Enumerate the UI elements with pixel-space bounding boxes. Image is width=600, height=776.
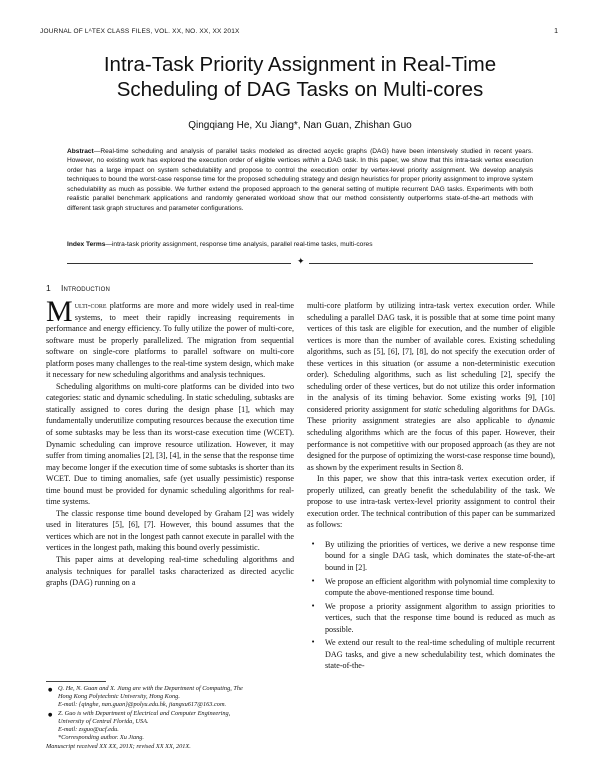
bullet-icon: •: [311, 539, 316, 548]
right-paragraph-2: In this paper, we show that this intra-task vertex execution order, if properly utilized, can greatly benefit the schedulability of the task. We propose to use intra-task vertex-level priority assignment to control their execution order. The technical contribution of this paper can be summarized as follows:: [307, 474, 555, 530]
index-terms: [67, 240, 533, 249]
footnote-bullet-icon: ●: [48, 687, 53, 693]
index-terms-text: —intra-task priority assignment, response time analysis, parallel real-time tasks, multi-cores: [105, 241, 373, 248]
abstract-text-a: —Real-time scheduling and analysis of parallel tasks modeled as directed acyclic graphs (DAG) have been intensively studied in recent years. However, no existing work has explored the execution order of eligible vertices: [67, 148, 533, 165]
divider-line-left: [67, 263, 291, 264]
footnote-2-line-2: University of Central Florida, USA.: [58, 717, 149, 725]
abstract-label: Abstract: [67, 148, 94, 155]
intro-paragraph-4: This paper aims at developing real-time scheduling algorithms and analysis techniques for parallel tasks characterized as directed acyclic graphs (DAG) running on a: [46, 555, 294, 588]
bullet-icon: •: [311, 601, 316, 610]
right-paragraph-1-c: scheduling algorithms which are the focus of this paper. However, their performance is not competitive with our proposed approach (as they are not designed for the purpose of optimizing the worst-case response time bound), as shown by the experiment results in Section 8.: [307, 428, 555, 472]
intro-paragraph-3: The classic response time bound developed by Graham [2] was widely used in literatures [5], [6], [7]. However, this bound assumes that the vertices which are not in the longest path cannot execute in parallel with the vertices in the longest path, making this bound overly pessimistic.: [46, 508, 294, 553]
emph-static: static: [423, 404, 442, 414]
section-title: Introduction: [60, 283, 111, 293]
emph-dynamic: dynamic: [527, 416, 555, 426]
index-terms-label: Index Terms: [67, 241, 106, 248]
list-item-text: We propose a priority assignment algorithm to assign priorities to vertices, such that the response time bound is reduced as much as possible.: [325, 601, 555, 634]
right-paragraph-1-a: multi-core platform by utilizing intra-task vertex execution order. While scheduling a parallel DAG task, it is possible that at some time point many vertices of this task are eligible for execution, and the number of eligible vertices is more than the number of available cores. Existing scheduling algorithms, such as [5], [6], [7], [8], do not specify the execution order of these vertices in this situation (or assume a non-deterministic execution order). Scheduling algorithms, such as list scheduling [2], specify the scheduling order of these vertices, but do not utilize this order information in the analysis of its timing behavior. Some existing works [9], [10] considered priority assignment for: [307, 301, 555, 414]
footnote-1: [46, 685, 296, 693]
footnote-2-line-1: Z. Guo is with Department of Electrical and Computer Engineering,: [58, 709, 231, 717]
footnote-3: *Corresponding author. Xu Jiang.: [58, 734, 145, 742]
footnote-1-line-1: Q. He, N. Guan and X. Jiang are with the Department of Computing, The: [58, 685, 243, 692]
smallcaps-lead: ulti-core: [74, 301, 107, 310]
footnote-bullet-icon: ●: [48, 711, 53, 718]
right-column: [307, 300, 555, 674]
bullet-icon: •: [311, 576, 316, 585]
right-paragraph-1-b: scheduling algorithms for DAGs. These priority assignment strategies are also applicable to: [307, 404, 555, 426]
diamond-icon: ✦: [297, 257, 305, 267]
intro-paragraph-2: Scheduling algorithms on multi-core platforms can be divided into two categories: static and dynamic scheduling. In static scheduling, subtasks are statically assigned to cores during the design phase [1], which may fundamentally underutilize computing resources because the execution time of some subtasks may be less than its worst-case execution time (WCET). Dynamic scheduling can improve resource utilization. However, it may suffer from timing anomalies [2], [3], [4], in the sense that the response time may become longer if the execution time of some subtasks is shorter than its WCET. Due to timing anomalies, safe (yet usually pessimistic) response time bound must be provided for dynamic scheduling algorithms for real-time systems.: [46, 381, 294, 507]
divider-line-right: [309, 263, 533, 264]
list-item: [307, 539, 555, 574]
running-header: JOURNAL OF LᴬTEX CLASS FILES, VOL. XX, NO. XX, XX 201X: [40, 28, 240, 35]
title-line-1: Intra-Task Priority Assignment in Real-Time: [103, 53, 497, 76]
manuscript-note: Manuscript received XX XX, 201X; revised XX XX, 201X.: [46, 743, 191, 751]
footnote-2-line-3: E-mail: zsguo@ucf.edu.: [58, 726, 119, 734]
paper-title: [0, 52, 600, 102]
list-item: [307, 576, 555, 599]
list-item-text: We extend our result to the real-time scheduling of multiple recurrent DAG tasks, and give a new schedulability test, which dominates the state-of-the-: [325, 638, 555, 671]
list-item: [307, 601, 555, 636]
footnote-1-line-2: Hong Kong Polytechnic University, Hong Kong.: [58, 693, 180, 701]
bullet-icon: •: [311, 638, 316, 647]
drop-cap: M: [46, 295, 73, 328]
contribution-list: [307, 539, 555, 672]
right-paragraph-1: [307, 300, 555, 473]
section-divider: [67, 257, 533, 267]
abstract-emph: within: [302, 157, 320, 165]
abstract: [67, 147, 533, 213]
footnote-2: [46, 710, 296, 718]
section-heading: [46, 283, 110, 293]
page-number: 1: [554, 28, 558, 35]
title-line-2: Scheduling of DAG Tasks on Multi-cores: [116, 78, 484, 101]
list-item-text: We propose an efficient algorithm with polynomial time complexity to compute the above-mentioned response time bound.: [325, 576, 555, 598]
list-item-text: By utilizing the priorities of vertices, we derive a new response time bound for a single DAG task, which dominates the state-of-the-art bound in [2].: [325, 539, 555, 573]
footnotes: [46, 685, 296, 752]
footnote-rule: [46, 681, 106, 682]
intro-paragraph-1: [46, 295, 294, 381]
left-column: [46, 295, 294, 589]
list-item: [307, 637, 555, 672]
footnote-1-line-3: E-mail: {qinghe, nan.guan}@polyu.edu.hk, jiangxu617@163.com.: [58, 701, 227, 709]
author-list: Qingqiang He, Xu Jiang*, Nan Guan, Zhishan Guo: [188, 120, 412, 131]
section-number: 1: [46, 283, 51, 293]
abstract-text-b: a DAG task. In this paper, we show that this intra-task vertex execution order has a large impact on system schedulability and propose to control the execution order by vertex-level priority assignment. We develop analysis techniques to bound the worst-case response time for the proposed scheduling strategy and design heuristics for proper priority assignment to improve system schedulability as much as possible. We further extend the proposed approach to the general setting of multiple recurrent DAG tasks. Experiments with both realistic parallel benchmark applications and randomly generated workload show that our method consistently outperforms state-of-the-art methods with different task graph structures and parameter configurations.: [67, 157, 533, 212]
intro-paragraph-1-text: platforms are more and more widely used in real-time systems, to meet their rapidly increasing requirements in performance and energy efficiency. To fully utilize the power of multi-core, software must be properly parallelized. The migration from sequential software on single-core platforms to parallel software on multi-core platform poses many challenges to the real-time system design, which make it necessary for new scheduling algorithms and analysis techniques.: [46, 301, 294, 380]
